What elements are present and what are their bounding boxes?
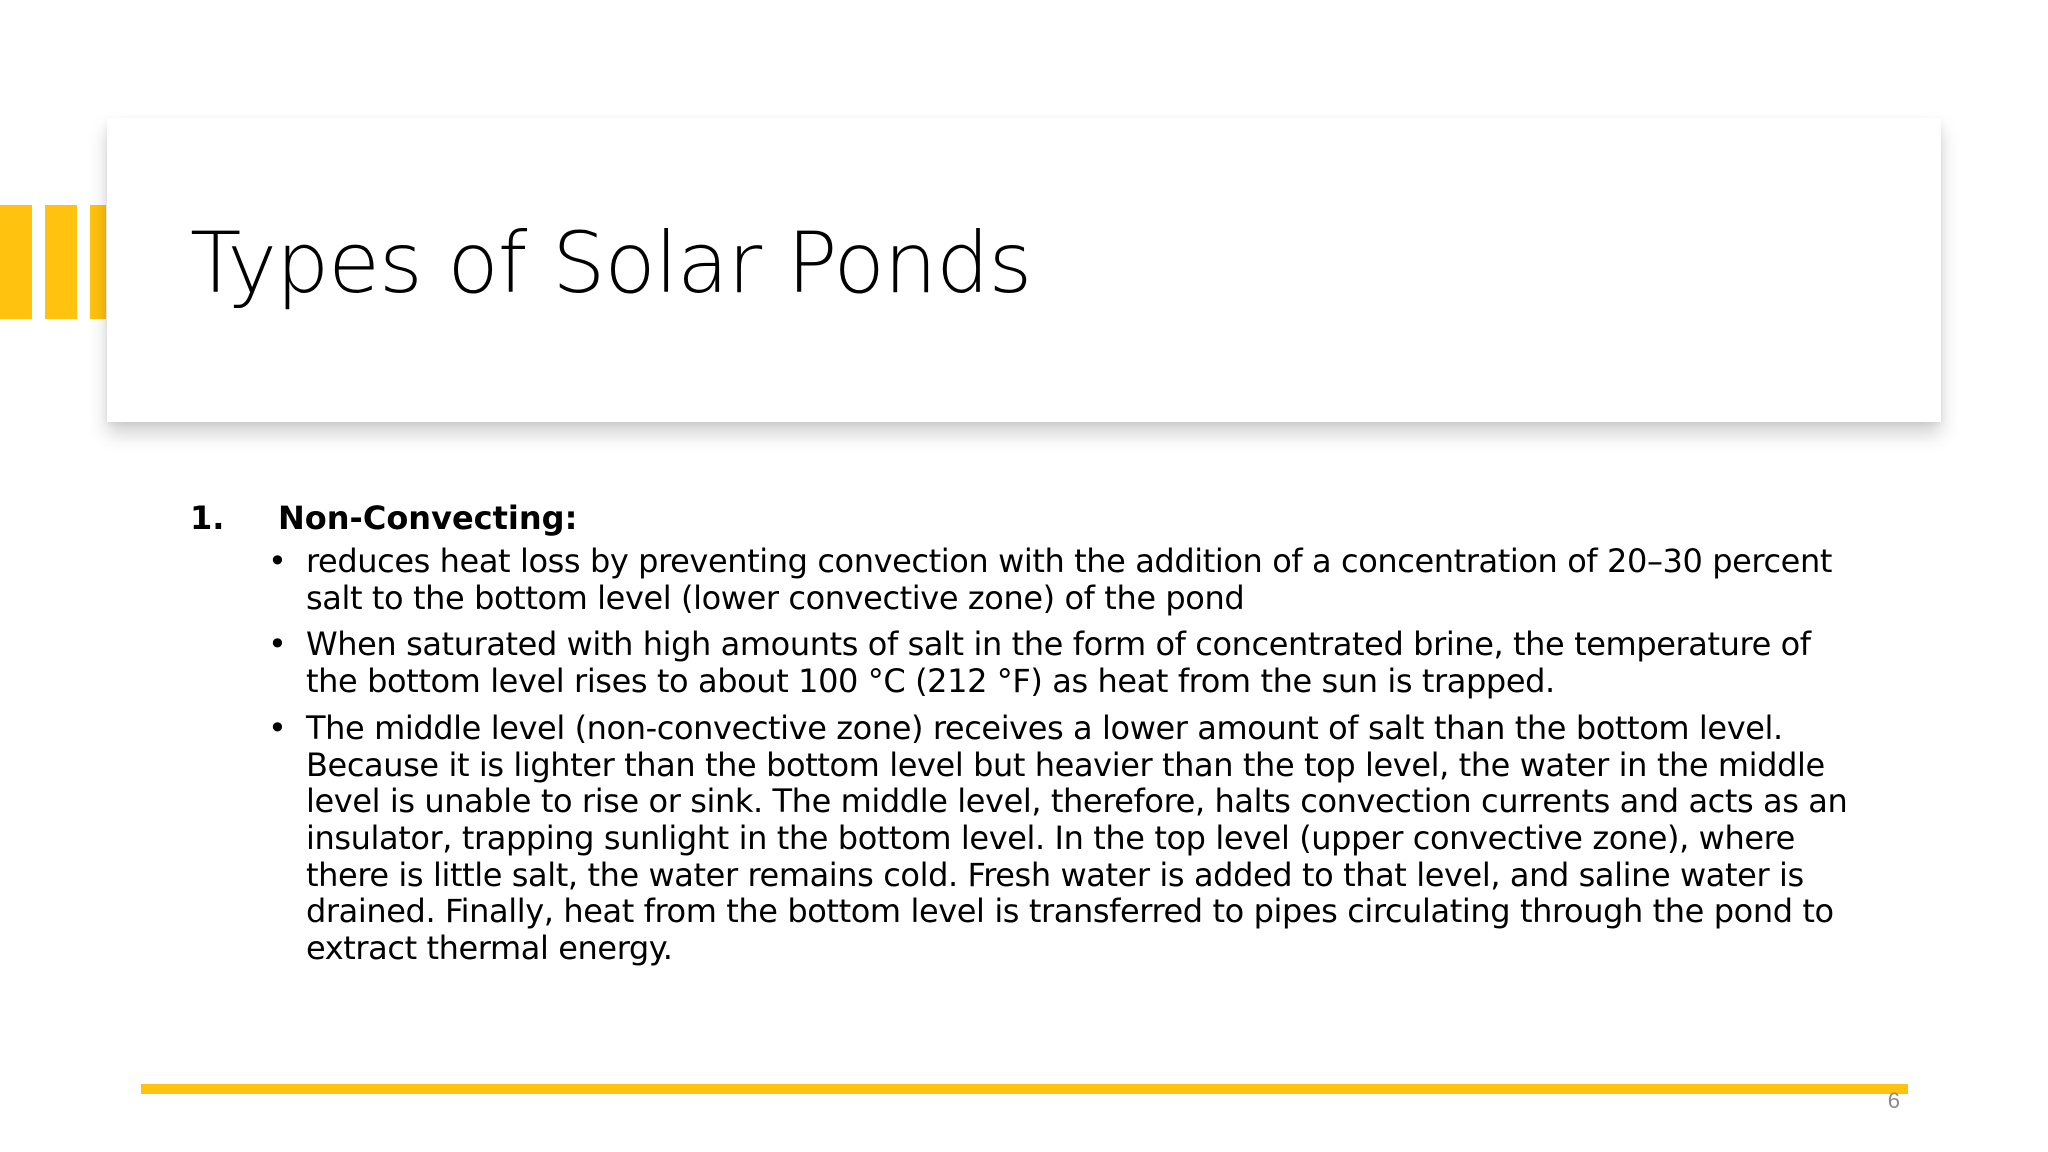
bullet-text: The middle level (non-convective zone) receives a lower amount of salt than the bottom level. Because it is lighter than the bottom level but heavier than the top level, the water in the middle level is unable to rise or sink. The middle level, therefore, halts convection currents and acts as an insulator, trapping sunlight in the bottom level. In the top level (upper convective zone), where there is little salt, the water remains cold. Fresh water is added to that level, and saline water is drained. Finally, heat from the bottom level is transferred to pipes circulating through the pond to extract thermal energy.	[306, 708, 1848, 968]
heading-number: 1.	[190, 499, 225, 537]
accent-bar	[45, 205, 77, 319]
bullet-text: When saturated with high amounts of salt in the form of concentrated brine, the temperature of the bottom level rises to about 100 °C (212 °F) as heat from the sun is trapped.	[306, 625, 1811, 701]
accent-bar	[90, 205, 106, 319]
footer-rule	[141, 1084, 1908, 1094]
page-number: 6	[1887, 1088, 1900, 1113]
bullet-icon: •	[268, 708, 287, 747]
bullet-icon: •	[268, 542, 287, 580]
bullet-icon: •	[268, 625, 287, 664]
section-heading	[190, 497, 1850, 539]
bullet-item	[268, 626, 1850, 699]
bullet-item	[268, 543, 1850, 616]
slide-title: Types of Solar Ponds	[190, 214, 1032, 312]
bullet-item	[268, 710, 1850, 967]
bullet-list	[190, 543, 1850, 967]
bullet-text: reduces heat loss by preventing convection with the addition of a concentration of 20–30 percent salt to the bottom level (lower convective zone) of the pond	[306, 542, 1832, 617]
accent-bar	[0, 205, 32, 319]
heading-label: Non-Convecting:	[278, 499, 578, 537]
slide-body	[190, 497, 1850, 977]
